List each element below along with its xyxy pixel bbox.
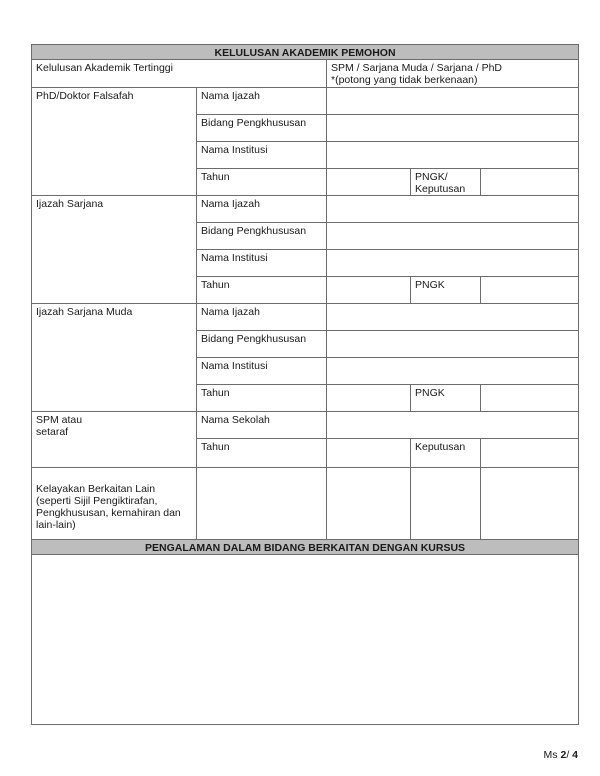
bachelor-grade-field[interactable] — [481, 385, 579, 412]
phd-year-label: Tahun — [197, 169, 327, 196]
spm-result-field[interactable] — [481, 439, 579, 468]
other-qualifications-field-2[interactable] — [327, 468, 411, 540]
other-qualifications-field-4[interactable] — [481, 468, 579, 540]
qualification-options-text: SPM / Sarjana Muda / Sarjana / PhD — [331, 62, 502, 74]
section-header-experience: PENGALAMAN DALAM BIDANG BERKAITAN DENGAN KURSUS — [32, 540, 579, 555]
masters-year-field[interactable] — [327, 277, 411, 304]
bachelor-label: Ijazah Sarjana Muda — [32, 304, 197, 412]
masters-degree-name-label: Nama Ijazah — [197, 196, 327, 223]
bachelor-year-label: Tahun — [197, 385, 327, 412]
phd-specialization-label: Bidang Pengkhususan — [197, 115, 327, 142]
highest-qualification-label: Kelulusan Akademik Tertinggi — [32, 60, 327, 88]
phd-specialization-field[interactable] — [327, 115, 579, 142]
page-separator: / — [566, 749, 573, 761]
page-number — [544, 749, 578, 761]
application-form-table — [31, 44, 579, 725]
phd-year-field[interactable] — [327, 169, 411, 196]
highest-qualification-options[interactable] — [327, 60, 579, 88]
spm-school-field[interactable] — [327, 412, 579, 439]
bachelor-degree-name-field[interactable] — [327, 304, 579, 331]
masters-grade-field[interactable] — [481, 277, 579, 304]
masters-year-label: Tahun — [197, 277, 327, 304]
phd-grade-label: PNGK/ Keputusan — [411, 169, 481, 196]
section-header-academic: KELULUSAN AKADEMIK PEMOHON — [32, 45, 579, 60]
spm-label-line2: setaraf — [36, 426, 69, 438]
qualification-options-note: *(potong yang tidak berkenaan) — [331, 74, 478, 86]
experience-field[interactable] — [32, 555, 579, 725]
masters-institution-label: Nama Institusi — [197, 250, 327, 277]
spm-label — [32, 412, 197, 468]
bachelor-year-field[interactable] — [327, 385, 411, 412]
page-current: 2 — [560, 749, 567, 761]
spm-school-label: Nama Sekolah — [197, 412, 327, 439]
masters-institution-field[interactable] — [327, 250, 579, 277]
spm-year-label: Tahun — [197, 439, 327, 468]
bachelor-institution-label: Nama Institusi — [197, 358, 327, 385]
other-qualifications-label: Kelayakan Berkaitan Lain (seperti Sijil Pengiktirafan, Pengkhususan, kemahiran dan lain-lain) — [32, 468, 197, 540]
spm-result-label: Keputusan — [411, 439, 481, 468]
phd-institution-field[interactable] — [327, 142, 579, 169]
other-qualifications-field-1[interactable] — [197, 468, 327, 540]
spm-label-line1: SPM atau — [36, 414, 83, 426]
bachelor-degree-name-label: Nama Ijazah — [197, 304, 327, 331]
bachelor-specialization-field[interactable] — [327, 331, 579, 358]
page-prefix: Ms — [543, 749, 561, 761]
phd-degree-name-label: Nama Ijazah — [197, 88, 327, 115]
other-qualifications-field-3[interactable] — [411, 468, 481, 540]
phd-grade-field[interactable] — [481, 169, 579, 196]
masters-specialization-field[interactable] — [327, 223, 579, 250]
masters-degree-name-field[interactable] — [327, 196, 579, 223]
bachelor-institution-field[interactable] — [327, 358, 579, 385]
bachelor-grade-label: PNGK — [411, 385, 481, 412]
phd-label: PhD/Doktor Falsafah — [32, 88, 197, 196]
phd-degree-name-field[interactable] — [327, 88, 579, 115]
masters-label: Ijazah Sarjana — [32, 196, 197, 304]
masters-specialization-label: Bidang Pengkhususan — [197, 223, 327, 250]
spm-year-field[interactable] — [327, 439, 411, 468]
page-total: 4 — [572, 749, 578, 761]
phd-institution-label: Nama Institusi — [197, 142, 327, 169]
bachelor-specialization-label: Bidang Pengkhususan — [197, 331, 327, 358]
masters-grade-label: PNGK — [411, 277, 481, 304]
